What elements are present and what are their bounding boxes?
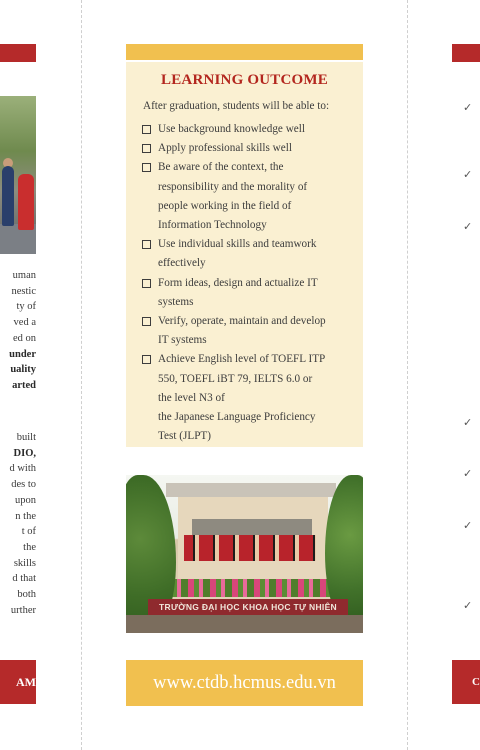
checkbox-icon [142,240,151,249]
learning-outcome-intro: After graduation, students will be able to: [143,100,330,112]
learning-outcome-list [142,120,357,446]
left-header-bar [0,44,36,62]
left-paragraph-2: built DIO, d with des to upon n the t of the skills d that both urther [9,432,36,616]
check-icon: ✓ [463,519,473,532]
left-paragraph-1: uman nestic ty of ved a ed on under uality arted [9,270,36,391]
learning-outcome-title: LEARNING OUTCOME [161,72,328,88]
list-item: Achieve English level of TOEFL ITP 550, TOEFL iBT 79, IELTS 6.0 or the level N3 of the Japanese Language Proficiency Test (JLPT) [142,350,357,446]
check-icon: ✓ [463,168,473,181]
checkbox-icon [142,355,151,364]
list-item: Apply professional skills well [142,139,357,158]
left-students-photo [0,96,36,254]
list-item: Be aware of the context, the responsibility and the morality of people working in the field of Information Technology [142,158,357,235]
check-icon: ✓ [463,467,473,480]
check-icon: ✓ [463,101,473,114]
check-icon: ✓ [463,599,473,612]
check-icon: ✓ [463,416,473,429]
checkbox-icon [142,144,151,153]
learning-outcome-panel [126,62,363,447]
right-header-bar [452,44,480,62]
left-program-button[interactable]: AM [0,660,36,704]
list-item: Form ideas, design and actualize IT systems [142,274,357,312]
campus-photo [126,475,363,633]
check-icon: ✓ [463,220,473,233]
column-divider [407,0,408,750]
checkbox-icon [142,279,151,288]
list-item: Use background knowledge well [142,120,357,139]
column-divider [81,0,82,750]
checkbox-icon [142,125,151,134]
list-item: Verify, operate, maintain and develop IT systems [142,312,357,350]
checkbox-icon [142,163,151,172]
list-item: Use individual skills and teamwork effectively [142,235,357,273]
website-url-link[interactable]: www.ctdb.hcmus.edu.vn [126,660,363,706]
campus-sign: TRƯỜNG ĐẠI HỌC KHOA HỌC TỰ NHIÊN [148,599,348,615]
center-header-bar [126,44,363,60]
checkbox-icon [142,317,151,326]
right-contact-button[interactable]: C [452,660,480,704]
